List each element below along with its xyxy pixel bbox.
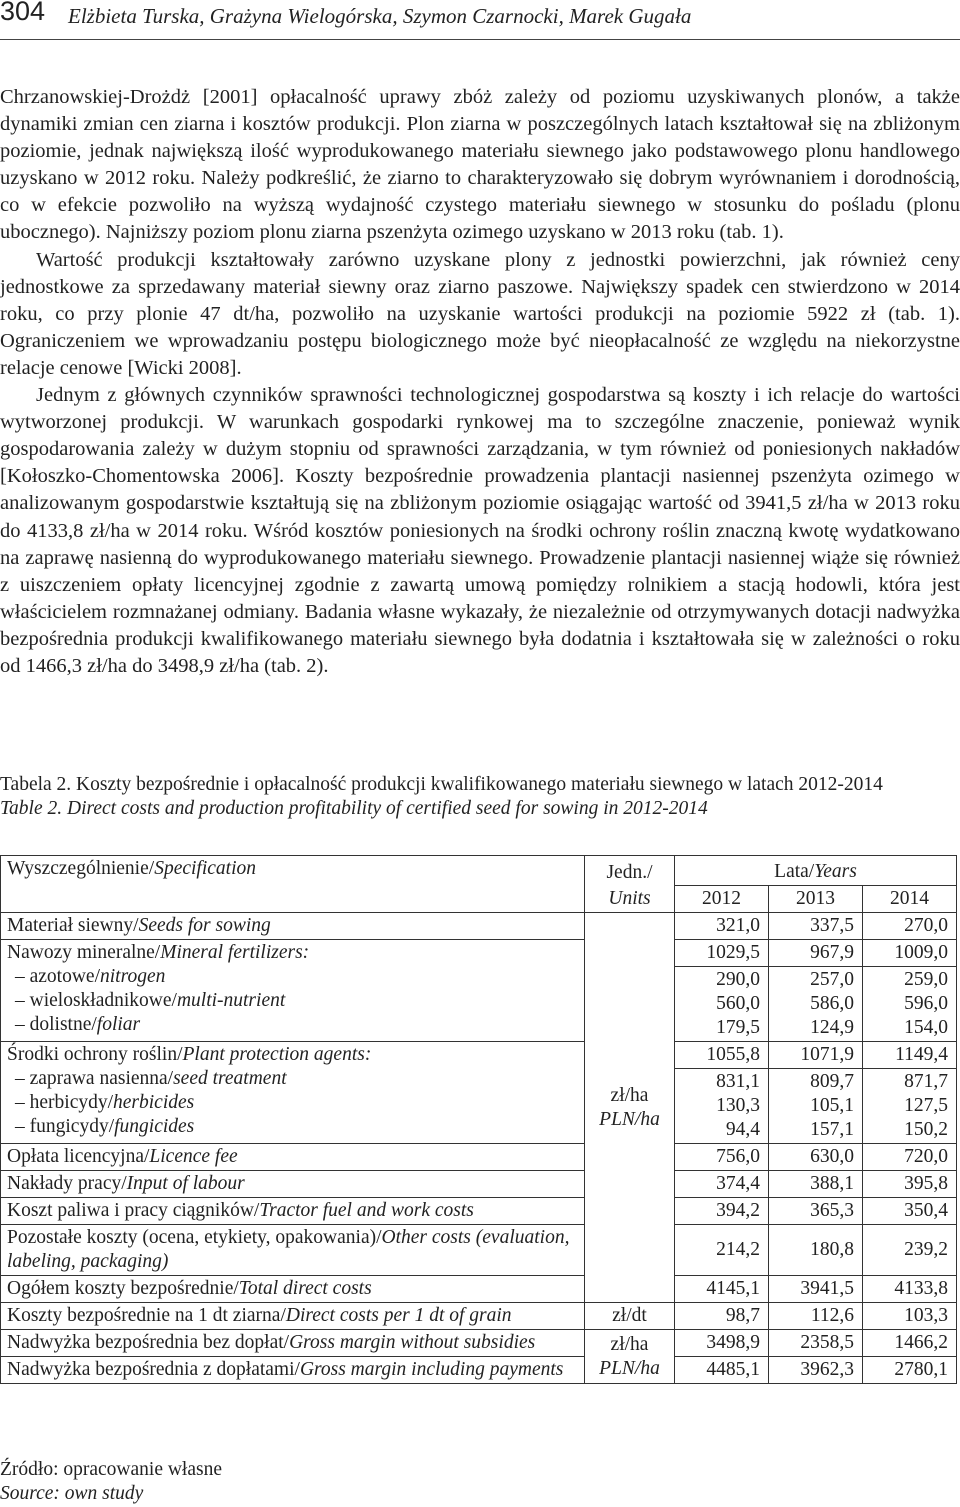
units-cell: zł/dt bbox=[585, 1303, 675, 1330]
row-label: Materiał siewny/Seeds for sowing bbox=[1, 913, 585, 940]
header-years: Lata/Years bbox=[675, 856, 957, 886]
table-row bbox=[1, 1276, 957, 1303]
table-cell: 214,2 bbox=[675, 1225, 769, 1276]
table-caption bbox=[0, 773, 960, 821]
table-row bbox=[1, 1225, 957, 1276]
table-row bbox=[1, 1330, 957, 1357]
header-year: 2014 bbox=[863, 886, 957, 913]
header-year: 2013 bbox=[769, 886, 863, 913]
row-label: Nadwyżka bezpośrednia z dopłatami/Gross margin including payments bbox=[1, 1357, 585, 1384]
table-cell: 1149,4 bbox=[863, 1042, 957, 1069]
units-cell: zł/ha PLN/ha bbox=[585, 1330, 675, 1384]
table-row bbox=[1, 1198, 957, 1225]
cost-table bbox=[0, 855, 957, 1384]
row-label: Koszt paliwa i pracy ciągników/Tractor fuel and work costs bbox=[1, 1198, 585, 1225]
table-cell: 112,6 bbox=[769, 1303, 863, 1330]
table-cell: 4485,1 bbox=[675, 1357, 769, 1384]
table-cell: 809,7 105,1 157,1 bbox=[769, 1069, 863, 1144]
table-cell: 1029,5 bbox=[675, 940, 769, 967]
table-row bbox=[1, 1357, 957, 1384]
table-cell: 871,7 127,5 150,2 bbox=[863, 1069, 957, 1144]
table-row bbox=[1, 913, 957, 940]
table-cell: 3962,3 bbox=[769, 1357, 863, 1384]
table-cell: 967,9 bbox=[769, 940, 863, 967]
table-cell: 350,4 bbox=[863, 1198, 957, 1225]
table-header-row bbox=[1, 856, 957, 886]
table-cell: 1466,2 bbox=[863, 1330, 957, 1357]
table-cell: 290,0 560,0 179,5 bbox=[675, 967, 769, 1042]
caption-en: Table 2. Direct costs and production profitability of certified seed for sowing in 2012-2014 bbox=[0, 798, 708, 819]
table-cell: 3498,9 bbox=[675, 1330, 769, 1357]
row-label: Opłata licencyjna/Licence fee bbox=[1, 1144, 585, 1171]
table-row bbox=[1, 1303, 957, 1330]
table-source bbox=[0, 1458, 222, 1506]
row-label: Nadwyżka bezpośrednia bez dopłat/Gross margin without subsidies bbox=[1, 1330, 585, 1357]
caption-pl: Tabela 2. Koszty bezpośrednie i opłacalność produkcji kwalifikowanego materiału siewnego w latach 2012-2014 bbox=[0, 774, 883, 795]
table-cell: 374,4 bbox=[675, 1171, 769, 1198]
running-header bbox=[0, 0, 960, 40]
table-cell: 4145,1 bbox=[675, 1276, 769, 1303]
running-authors: Elżbieta Turska, Grażyna Wielogórska, Szymon Czarnocki, Marek Gugała bbox=[68, 4, 692, 28]
table-cell: 394,2 bbox=[675, 1198, 769, 1225]
table-cell: 1009,0 bbox=[863, 940, 957, 967]
table-cell: 1055,8 bbox=[675, 1042, 769, 1069]
table-cell: 4133,8 bbox=[863, 1276, 957, 1303]
table-cell: 395,8 bbox=[863, 1171, 957, 1198]
table-cell: 2780,1 bbox=[863, 1357, 957, 1384]
source-pl: Źródło: opracowanie własne bbox=[0, 1459, 223, 1480]
table-cell: 365,3 bbox=[769, 1198, 863, 1225]
table-cell: 180,8 bbox=[769, 1225, 863, 1276]
header-year: 2012 bbox=[675, 886, 769, 913]
table-cell: 239,2 bbox=[863, 1225, 957, 1276]
table-cell: 2358,5 bbox=[769, 1330, 863, 1357]
paragraph: Chrzanowskiej-Drożdż [2001] opłacalność uprawy zbóż zależy od poziomu uzyskiwanych plonów, a także dynamiki zmian cen ziarna i kosztów produkcji. Plon ziarna w poszczególnych latach kształtował się na zbliżonym poziomie, jednak największą ilość wyprodukowanego materiału siewnego jako podstawowego plonu handlowego uzyskano w 2012 roku. Należy podkreślić, że ziarno to charakteryzowało się dobrym wyrównaniem i dorodnością, co w efekcie pozwoliło na wyższą wydajność czystego materiału siewnego w stosunku do pośladu (plonu ubocznego). Najniższy poziom plonu ziarna pszenżyta ozimego uzyskano w 2013 roku (tab. 1). bbox=[0, 86, 960, 244]
row-label: Koszty bezpośrednie na 1 dt ziarna/Direct costs per 1 dt of grain bbox=[1, 1303, 585, 1330]
row-label: Środki ochrony roślin/Plant protection agents: – zaprawa nasienna/seed treatment – herbicydy/herbicides – fungicydy/fungicides bbox=[1, 1042, 585, 1144]
page-number: 304 bbox=[0, 0, 46, 26]
row-label: Nawozy mineralne/Mineral fertilizers: – azotowe/nitrogen – wieloskładnikowe/multi-nutrient – dolistne/foliar bbox=[1, 940, 585, 1042]
header-specification: Wyszczególnienie/Specification bbox=[1, 856, 585, 913]
table-cell: 1071,9 bbox=[769, 1042, 863, 1069]
table-cell: 756,0 bbox=[675, 1144, 769, 1171]
paragraph: Jednym z głównych czynników sprawności technologicznej gospodarstwa są koszty i ich relacje do wartości wytworzonej produkcji. W warunkach gospodarki rynkowej ma to szczególne znaczenie, ponieważ wynik gospodarowania zależy w dużym stopniu od sprawności zarządzania, w tym również od poniesionych nakładów [Kołoszko-Chomentowska 2006]. Koszty bezpośrednie prowadzenia plantacji nasiennej pszenżyta ozimego w analizowanym gospodarstwie kształtują się na zbliżonym poziomie osiągając wartość od 3941,5 zł/ha w 2013 roku do 4133,8 zł/ha w 2014 roku. Wśród kosztów poniesionych na środki ochrony roślin znaczną kwotę wydatkowano na zaprawę nasienną do wyprodukowanego materiału siewnego. Prowadzenie plantacji nasiennej wiąże się również z uiszczeniem opłaty licencyjnej zgodnie z zawartą umową pomiędzy rolnikiem a stacją hodowli, która jest właścicielem rozmnażanej odmiany. Badania własne wykazały, że niezależnie od otrzymywanych dotacji nadwyżka bezpośrednia produkcji kwalifikowanego materiału siewnego była dodatnia i kształtowała się w zależności o roku od 1466,3 zł/ha do 3498,9 zł/ha (tab. 2). bbox=[0, 384, 960, 677]
row-label: Pozostałe koszty (ocena, etykiety, opakowania)/Other costs (evaluation, labeling, packaging) bbox=[1, 1225, 585, 1276]
header-rule bbox=[0, 39, 960, 40]
row-label: Nakłady pracy/Input of labour bbox=[1, 1171, 585, 1198]
table-cell: 321,0 bbox=[675, 913, 769, 940]
table-cell: 388,1 bbox=[769, 1171, 863, 1198]
table-row bbox=[1, 1171, 957, 1198]
table-cell: 270,0 bbox=[863, 913, 957, 940]
table-cell: 3941,5 bbox=[769, 1276, 863, 1303]
table-cell: 337,5 bbox=[769, 913, 863, 940]
units-cell: zł/ha PLN/ha bbox=[585, 913, 675, 1303]
table-cell: 259,0 596,0 154,0 bbox=[863, 967, 957, 1042]
table-row bbox=[1, 1042, 957, 1069]
table-cell: 720,0 bbox=[863, 1144, 957, 1171]
paragraph: Wartość produkcji kształtowały zarówno uzyskane plony z jednostki powierzchni, jak również ceny jednostkowe za sprzedawany materiał siewny oraz ziarno paszowe. Największy spadek cen stwierdzono w 2014 roku, co przy plonie 47 dt/ha, pozwoliło na uzyskanie wartości produkcji na poziomie 5922 zł (tab. 1). Ograniczeniem we wprowadzaniu postępu biologicznego może być nieopłacalność ze względu na niekorzystne relacje cenowe [Wicki 2008]. bbox=[0, 248, 960, 379]
body-text bbox=[0, 84, 960, 680]
table-cell: 98,7 bbox=[675, 1303, 769, 1330]
table-cell: 103,3 bbox=[863, 1303, 957, 1330]
row-label: Ogółem koszty bezpośrednie/Total direct costs bbox=[1, 1276, 585, 1303]
table-cell: 257,0 586,0 124,9 bbox=[769, 967, 863, 1042]
table-cell: 630,0 bbox=[769, 1144, 863, 1171]
table-row bbox=[1, 940, 957, 967]
table-cell: 831,1 130,3 94,4 bbox=[675, 1069, 769, 1144]
header-units: Jedn./ Units bbox=[585, 856, 675, 913]
source-en: Source: own study bbox=[0, 1483, 144, 1504]
table-row bbox=[1, 1144, 957, 1171]
